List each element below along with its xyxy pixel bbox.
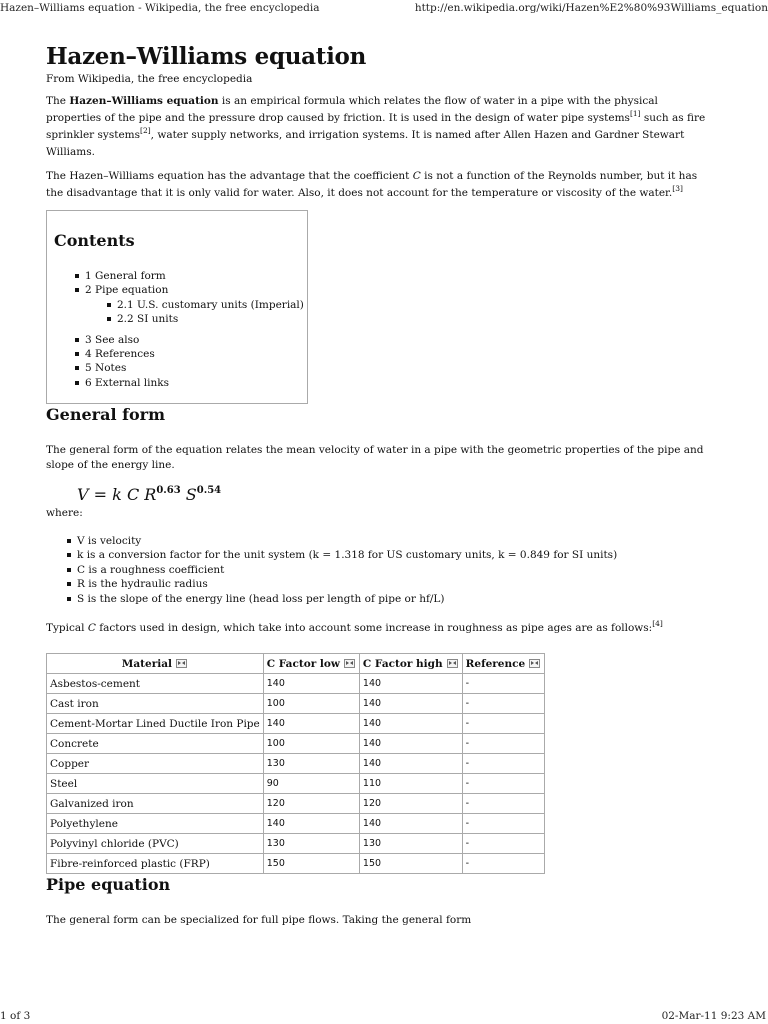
cell-material: Cast iron [47,694,264,714]
reference-link-2[interactable]: [2] [140,126,151,135]
cell-material: Concrete [47,734,264,754]
print-url: http://en.wikipedia.org/wiki/Hazen%E2%80%93Williams_equation [414,2,768,14]
table-row [47,714,545,734]
cell-c-factor-high: 140 [359,734,462,754]
cell-c-factor-high: 120 [359,794,462,814]
cell-c-factor-low: 140 [263,714,359,734]
toc-list [75,269,304,390]
page-subtitle: From Wikipedia, the free encyclopedia [46,73,253,85]
reference-link-3[interactable]: [3] [672,184,683,193]
cell-c-factor-high: 110 [359,774,462,794]
intro-bold-term: Hazen–Williams equation [69,95,219,107]
sort-toggle-icon[interactable] [176,659,187,668]
print-page-title: Hazen–Williams equation - Wikipedia, the free encyclopedia [0,2,320,14]
page-number: 1 of 3 [0,1010,31,1022]
table-row [47,754,545,774]
c-factor-table [46,653,545,874]
toc-item-notes[interactable]: 5 Notes [75,361,304,375]
cell-c-factor-low: 120 [263,794,359,814]
column-header-reference[interactable]: Reference [462,654,545,674]
cell-material: Galvanized iron [47,794,264,814]
cell-material: Fibre-reinforced plastic (FRP) [47,854,264,874]
cell-c-factor-low: 130 [263,834,359,854]
toc-item-us-units[interactable]: 2.1 U.S. customary units (Imperial) [107,298,304,312]
list-item: V is velocity [67,534,716,548]
cell-reference: - [462,774,545,794]
sort-toggle-icon[interactable] [447,659,458,668]
cell-reference: - [462,814,545,834]
velocity-formula: V = k C $R^{0.63}$ $S^{0.54}$ [77,485,222,504]
toc-item-see-also[interactable]: 3 See also [75,333,304,347]
column-header-c-factor-high[interactable]: C Factor high [359,654,462,674]
typical-c-factors-text: Typical C factors used in design, which take into account some increase in roughness as pipe ages are as follows:[4] [46,619,663,635]
cell-c-factor-low: 140 [263,674,359,694]
cell-c-factor-high: 130 [359,834,462,854]
table-of-contents [46,210,308,404]
cell-material: Asbestos-cement [47,674,264,694]
cell-c-factor-high: 140 [359,674,462,694]
cell-material: Steel [47,774,264,794]
cell-reference: - [462,674,545,694]
cell-c-factor-low: 140 [263,814,359,834]
cell-material: Polyethylene [47,814,264,834]
toc-item-si-units[interactable]: 2.2 SI units [107,312,304,326]
page-title: Hazen–Williams equation [46,43,366,70]
cell-material: Polyvinyl chloride (PVC) [47,834,264,854]
cell-material: Cement-Mortar Lined Ductile Iron Pipe [47,714,264,734]
pipe-equation-text: The general form can be specialized for full pipe flows. Taking the general form [46,914,472,927]
cell-c-factor-high: 150 [359,854,462,874]
table-row [47,734,545,754]
sort-toggle-icon[interactable] [529,659,540,668]
variable-definitions [46,534,716,606]
table-row [47,694,545,714]
cell-reference: - [462,834,545,854]
table-row [47,854,545,874]
cell-reference: - [462,734,545,754]
list-item: C is a roughness coefficient [67,563,716,577]
toc-title: Contents [54,231,135,250]
sort-toggle-icon[interactable] [344,659,355,668]
cell-c-factor-low: 100 [263,734,359,754]
section-heading-pipe-equation: Pipe equation [46,875,171,895]
toc-sublist [107,298,304,327]
list-item: R is the hydraulic radius [67,577,716,591]
reference-link-4[interactable]: [4] [652,619,663,629]
list-item: S is the slope of the energy line (head loss per length of pipe or hf/L) [67,592,716,606]
article-content [46,42,716,929]
intro-paragraph-2: The Hazen–Williams equation has the advantage that the coefficient C is not a function of the Reynolds number, but it has the disadvantage that it is only valid for water. Also, it does not account for the temperature or viscosity of the water.[3] [46,170,698,199]
cell-c-factor-high: 140 [359,694,462,714]
cell-reference: - [462,854,545,874]
toc-item-general-form[interactable]: 1 General form [75,269,304,283]
cell-material: Copper [47,754,264,774]
cell-c-factor-low: 90 [263,774,359,794]
general-form-text: The general form of the equation relates the mean velocity of water in a pipe with the geometric properties of the pipe and slope of the energy line. [46,444,704,471]
table-row [47,774,545,794]
toc-item-pipe-equation[interactable]: 2 Pipe equation 2.1 U.S. customary units (Imperial) 2.2 SI units [75,283,304,326]
cell-c-factor-low: 130 [263,754,359,774]
toc-item-external-links[interactable]: 6 External links [75,376,304,390]
print-header [0,0,768,16]
column-header-c-factor-low[interactable]: C Factor low [263,654,359,674]
intro-paragraph-1: The Hazen–Williams equation is an empirical formula which relates the flow of water in a pipe with the physical properties of the pipe and the pressure drop caused by friction. It is used in the design of water pipe systems[1] such as fire sprinkler systems[2], water supply networks, and irrigation systems. It is named after Allen Hazen and Gardner Stewart Williams. [46,95,706,158]
table-row [47,814,545,834]
section-heading-general-form: General form [46,405,166,424]
cell-c-factor-low: 150 [263,854,359,874]
where-label: where: [46,507,83,519]
cell-c-factor-high: 140 [359,754,462,774]
cell-c-factor-low: 100 [263,694,359,714]
table-row [47,674,545,694]
toc-item-references[interactable]: 4 References [75,347,304,361]
column-header-material[interactable]: Material [47,654,264,674]
list-item: k is a conversion factor for the unit system (k = 1.318 for US customary units, k = 0.849 for SI units) [67,548,716,562]
table-body [47,674,545,874]
table-row [47,794,545,814]
print-timestamp: 02-Mar-11 9:23 AM [661,1010,766,1022]
print-footer [0,1008,768,1024]
cell-c-factor-high: 140 [359,714,462,734]
reference-link-1[interactable]: [1] [629,109,641,118]
table-header-row [47,654,545,674]
table-row [47,834,545,854]
cell-reference: - [462,754,545,774]
cell-c-factor-high: 140 [359,814,462,834]
cell-reference: - [462,714,545,734]
cell-reference: - [462,694,545,714]
cell-reference: - [462,794,545,814]
